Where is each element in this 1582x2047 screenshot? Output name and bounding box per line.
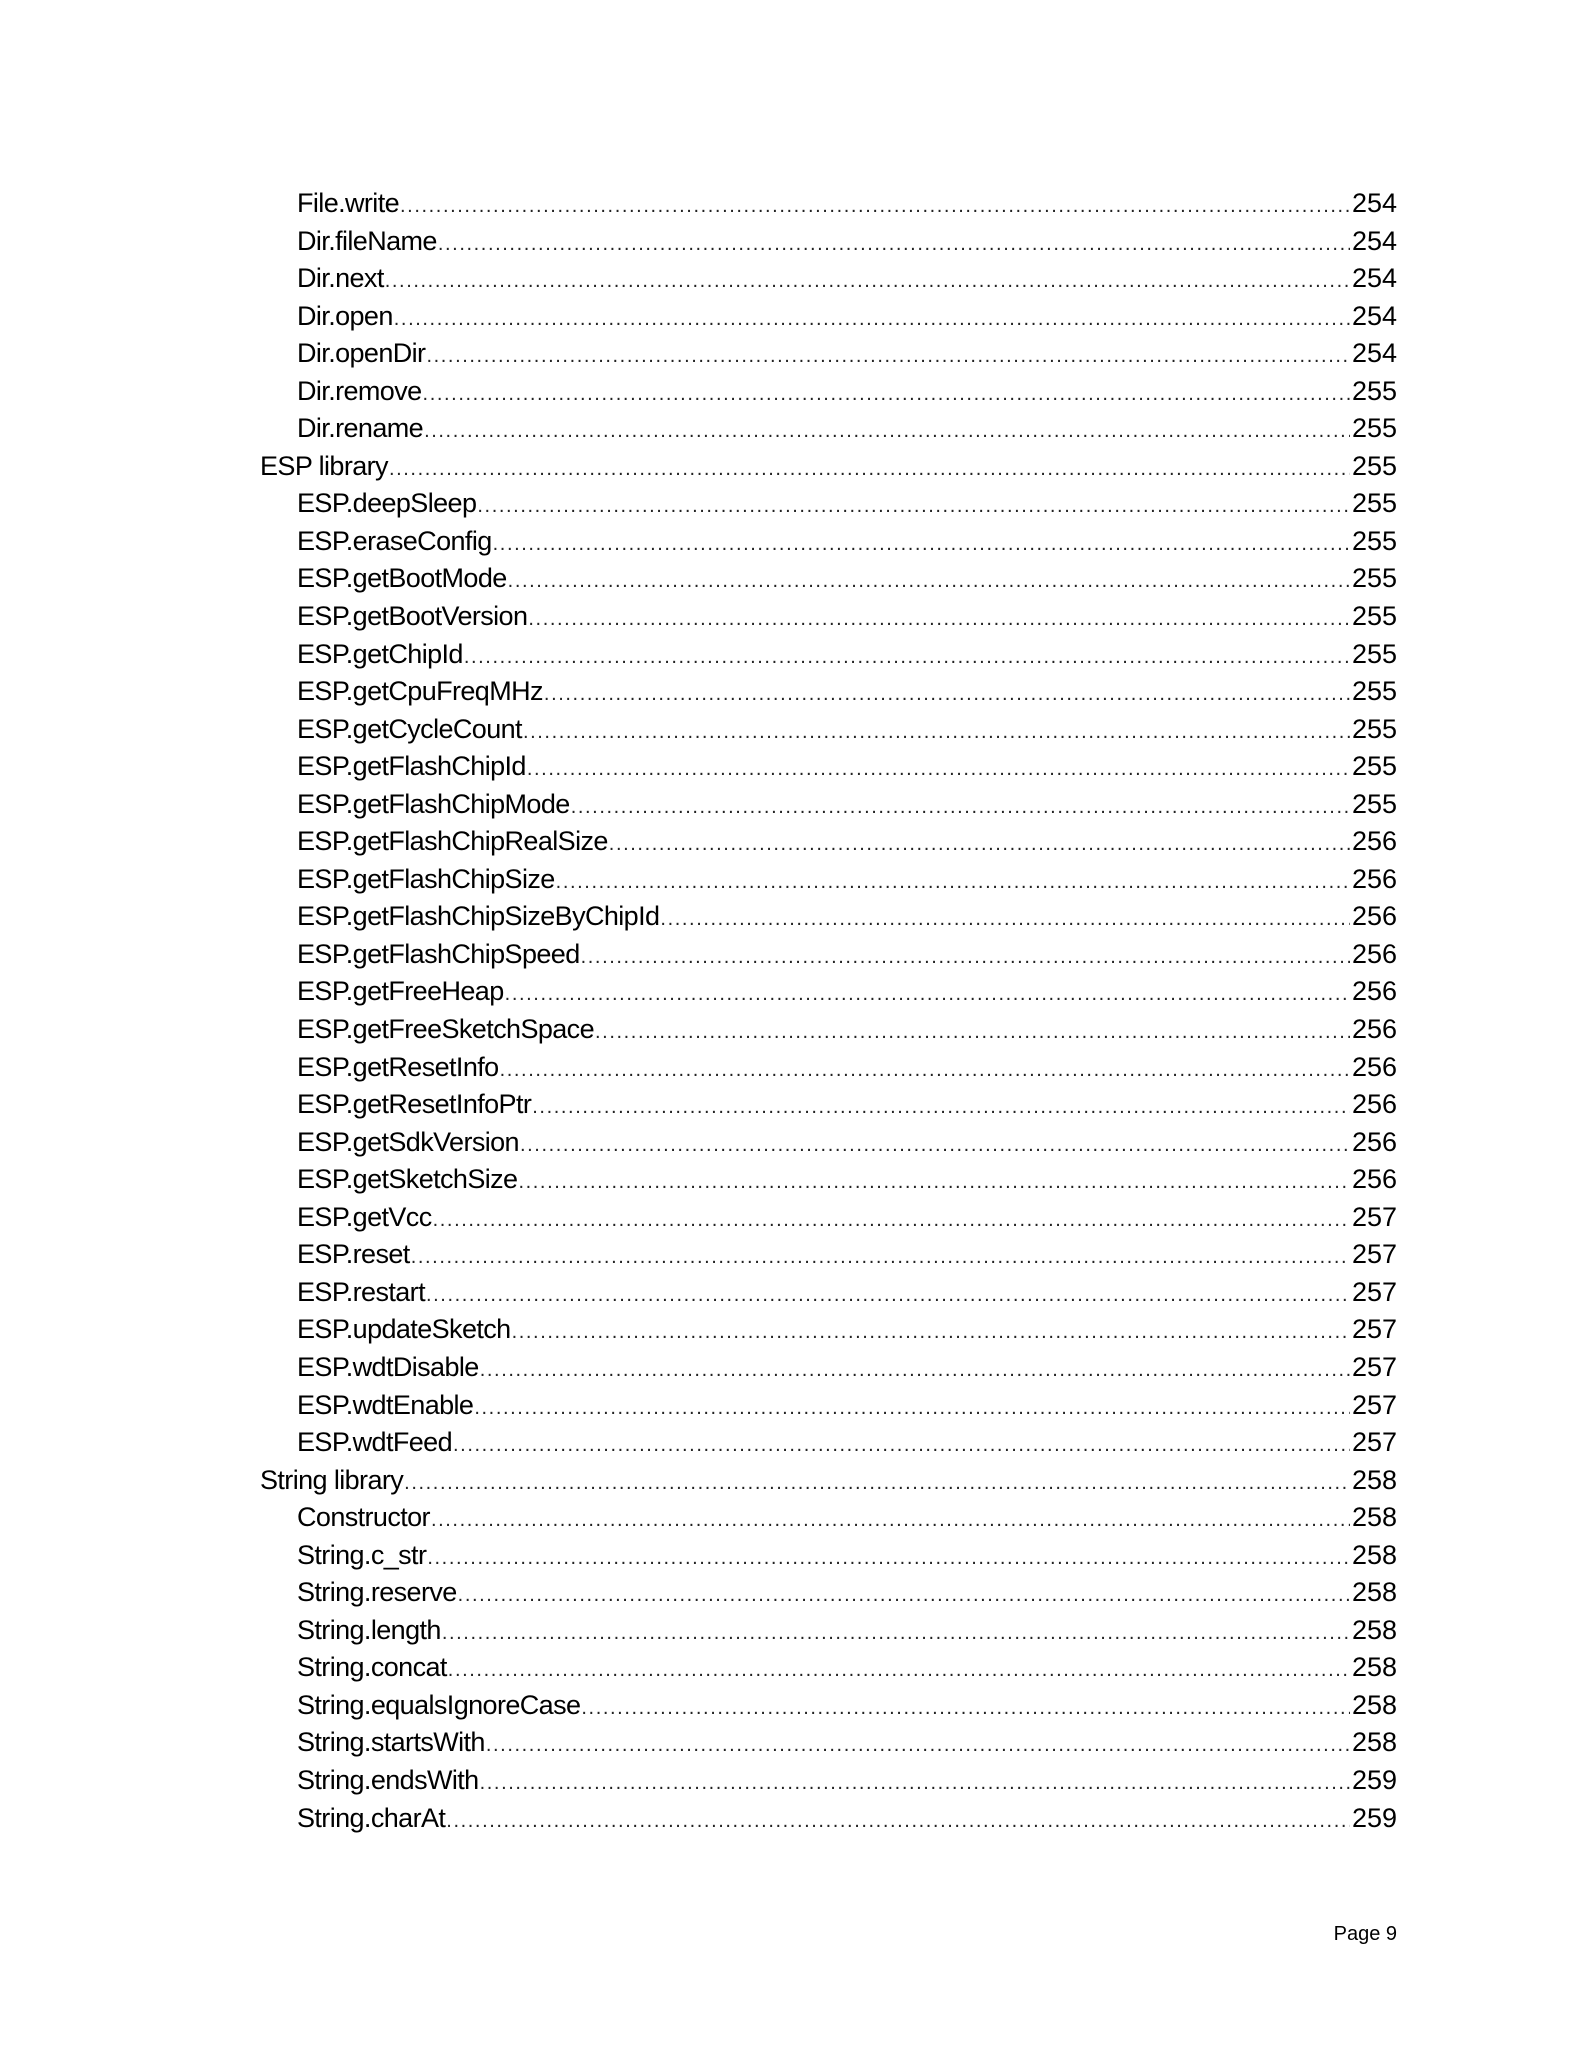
dot-leader [426, 338, 1349, 376]
toc-entry-label: ESP.wdtFeed [297, 1427, 453, 1458]
toc-entry-label: ESP.updateSketch [297, 1314, 511, 1345]
toc-entry[interactable] [260, 861, 1397, 899]
toc-entry[interactable] [260, 1311, 1397, 1349]
toc-page-number: 255 [1351, 638, 1397, 669]
dot-leader [581, 1690, 1350, 1728]
toc-entry-label: ESP.getVcc [297, 1201, 432, 1232]
toc-page-number: 258 [1351, 1539, 1397, 1570]
dot-leader [508, 563, 1350, 601]
dot-leader [477, 488, 1350, 526]
toc-page-number: 255 [1351, 563, 1397, 594]
dot-leader [423, 376, 1350, 414]
dot-leader [512, 1314, 1350, 1352]
dot-leader [480, 1765, 1350, 1803]
toc-page-number: 257 [1351, 1201, 1397, 1232]
dot-leader [493, 526, 1350, 564]
toc-section-entry[interactable] [260, 1462, 1397, 1500]
toc-page-number: 256 [1351, 1014, 1397, 1045]
toc-entry-label: String.equalsIgnoreCase [297, 1689, 581, 1720]
toc-entry-label: String.concat [297, 1652, 447, 1683]
toc-entry[interactable] [260, 1124, 1397, 1162]
toc-page-number: 259 [1351, 1764, 1397, 1795]
toc-entry[interactable] [260, 898, 1397, 936]
toc-page-number: 258 [1351, 1577, 1397, 1608]
dot-leader [424, 413, 1350, 451]
toc-entry[interactable] [260, 598, 1397, 636]
toc-entry-label: Constructor [297, 1502, 430, 1533]
dot-leader [505, 976, 1350, 1014]
toc-entry[interactable] [260, 1800, 1397, 1838]
dot-leader [595, 1014, 1350, 1052]
toc-entry[interactable] [260, 373, 1397, 411]
toc-page-number: 256 [1351, 901, 1397, 932]
toc-page-number: 254 [1351, 300, 1397, 331]
dot-leader [581, 939, 1350, 977]
dot-leader [404, 1465, 1350, 1503]
toc-entry[interactable] [260, 823, 1397, 861]
toc-entry[interactable] [260, 560, 1397, 598]
dot-leader [453, 1427, 1350, 1465]
toc-entry-label: String.endsWith [297, 1764, 479, 1795]
toc-entry-label: ESP.getResetInfo [297, 1051, 499, 1082]
dot-leader [431, 1502, 1350, 1540]
dot-leader [528, 601, 1350, 639]
toc-entry-label: ESP.getChipId [297, 638, 463, 669]
toc-page-number: 256 [1351, 1164, 1397, 1195]
toc-entry-label: String.charAt [297, 1802, 446, 1833]
toc-entry-label: Dir.remove [297, 375, 422, 406]
toc-entry-label: ESP.getFlashChipSpeed [297, 938, 580, 969]
toc-page-number: 255 [1351, 676, 1397, 707]
toc-entry[interactable] [260, 185, 1397, 223]
toc-entry-label: ESP.wdtDisable [297, 1351, 479, 1382]
toc-entry[interactable] [260, 936, 1397, 974]
toc-entry[interactable] [260, 335, 1397, 373]
toc-entry-label: ESP.deepSleep [297, 488, 477, 519]
toc-entry-label: ESP.getFreeSketchSpace [297, 1014, 594, 1045]
toc-entry-label: File.write [297, 188, 400, 218]
toc-entry-label: ESP.getSketchSize [297, 1164, 518, 1195]
dot-leader [438, 226, 1350, 264]
toc-page-number: 255 [1351, 375, 1397, 406]
toc-entry-label: ESP.getFlashChipSize [297, 863, 555, 894]
dot-leader [520, 1127, 1350, 1165]
toc-entry[interactable] [260, 1649, 1397, 1687]
dot-leader [527, 751, 1350, 789]
dot-leader [609, 826, 1350, 864]
toc-page-number: 258 [1351, 1464, 1397, 1495]
toc-entry[interactable] [260, 410, 1397, 448]
toc-entry-label: ESP.getResetInfoPtr [297, 1089, 532, 1120]
toc-page-number: 255 [1351, 450, 1397, 481]
dot-leader [500, 1052, 1350, 1090]
dot-leader [458, 1577, 1350, 1615]
toc-page-number: 254 [1351, 263, 1397, 294]
dot-leader [433, 1202, 1350, 1240]
toc-entry[interactable] [260, 1349, 1397, 1387]
toc-page-number: 257 [1351, 1276, 1397, 1307]
toc-page-number: 258 [1351, 1502, 1397, 1533]
toc-page-number: 255 [1351, 488, 1397, 519]
toc-entry[interactable] [260, 223, 1397, 261]
dot-leader [480, 1352, 1350, 1390]
toc-entry[interactable] [260, 1387, 1397, 1425]
toc-page-number: 257 [1351, 1239, 1397, 1270]
toc-entry[interactable] [260, 1499, 1397, 1537]
toc-entry-label: ESP.getSdkVersion [297, 1126, 519, 1157]
dot-leader [385, 263, 1350, 301]
toc-page-number: 256 [1351, 938, 1397, 969]
toc-page-number: 259 [1351, 1802, 1397, 1833]
toc-entry[interactable] [260, 1424, 1397, 1462]
toc-entry[interactable] [260, 260, 1397, 298]
toc-entry[interactable] [260, 1724, 1397, 1762]
toc-page-number: 254 [1351, 338, 1397, 369]
toc-entry-label: ESP.wdtEnable [297, 1389, 474, 1420]
toc-page-number: 256 [1351, 863, 1397, 894]
toc-page-number: 257 [1351, 1351, 1397, 1382]
dot-leader [394, 301, 1350, 339]
toc-entry-label: Dir.next [297, 263, 384, 294]
toc-entry-label: Dir.open [297, 300, 393, 331]
toc-entry[interactable] [260, 786, 1397, 824]
toc-page-number: 258 [1351, 1614, 1397, 1645]
toc-entry[interactable] [260, 1762, 1397, 1800]
toc-entry-label: ESP.eraseConfig [297, 525, 492, 556]
toc-page-number: 254 [1351, 188, 1397, 218]
toc-entry-label: String.startsWith [297, 1727, 485, 1758]
toc-entry-label: ESP.getBootVersion [297, 601, 528, 632]
toc-entry[interactable] [260, 673, 1397, 711]
toc-entry[interactable] [260, 636, 1397, 674]
toc-page-number: 255 [1351, 751, 1397, 782]
toc-page-number: 258 [1351, 1689, 1397, 1720]
dot-leader [532, 1089, 1350, 1127]
toc-entry-label: String.length [297, 1614, 441, 1645]
dot-leader [556, 864, 1350, 902]
toc-page-number: 255 [1351, 601, 1397, 632]
toc-entry-label: ESP.getFlashChipMode [297, 788, 570, 819]
toc-entry[interactable] [260, 973, 1397, 1011]
toc-page-number: 255 [1351, 713, 1397, 744]
toc-entry[interactable] [260, 298, 1397, 336]
toc-entry[interactable] [260, 1011, 1397, 1049]
toc-entry-label: Dir.openDir [297, 338, 426, 369]
toc-page-number: 255 [1351, 525, 1397, 556]
toc-page-number: 254 [1351, 225, 1397, 256]
toc-page-number: 256 [1351, 1051, 1397, 1082]
dot-leader [518, 1164, 1349, 1202]
table-of-contents [260, 185, 1397, 1837]
toc-entry[interactable] [260, 1537, 1397, 1575]
toc-entry[interactable] [260, 1687, 1397, 1725]
dot-leader [400, 188, 1350, 226]
toc-entry[interactable] [260, 711, 1397, 749]
toc-entry-label: ESP.getBootMode [297, 563, 507, 594]
toc-entry-label: String library [260, 1464, 404, 1495]
page-number-footer: Page 9 [1333, 1923, 1397, 1945]
toc-page-number: 255 [1351, 788, 1397, 819]
toc-page-number: 256 [1351, 826, 1397, 857]
toc-entry[interactable] [260, 1612, 1397, 1650]
toc-page-number: 258 [1351, 1652, 1397, 1683]
toc-entry-label: ESP.restart [297, 1276, 425, 1307]
toc-entry-label: ESP library [260, 450, 388, 481]
toc-page-number: 256 [1351, 1126, 1397, 1157]
toc-entry-label: ESP.getCpuFreqMHz [297, 676, 543, 707]
dot-leader [446, 1803, 1350, 1841]
toc-entry[interactable] [260, 1274, 1397, 1312]
dot-leader [389, 451, 1350, 489]
dot-leader [474, 1390, 1350, 1428]
toc-page-number: 255 [1351, 413, 1397, 444]
toc-entry[interactable] [260, 1161, 1397, 1199]
toc-entry-label: ESP.getFlashChipId [297, 751, 526, 782]
dot-leader [464, 639, 1350, 677]
toc-entry[interactable] [260, 1086, 1397, 1124]
toc-entry-label: Dir.fileName [297, 225, 437, 256]
toc-page-number: 258 [1351, 1727, 1397, 1758]
dot-leader [427, 1540, 1350, 1578]
toc-entry[interactable] [260, 1049, 1397, 1087]
dot-leader [442, 1615, 1350, 1653]
dot-leader [448, 1652, 1350, 1690]
dot-leader [486, 1727, 1350, 1765]
toc-entry-label: ESP.getFreeHeap [297, 976, 504, 1007]
dot-leader [411, 1239, 1350, 1277]
toc-entry-label: String.reserve [297, 1577, 457, 1608]
toc-page-number: 257 [1351, 1314, 1397, 1345]
toc-entry[interactable] [260, 1236, 1397, 1274]
dot-leader [571, 789, 1350, 827]
toc-entry[interactable] [260, 523, 1397, 561]
toc-page-number: 256 [1351, 976, 1397, 1007]
toc-page-number: 257 [1351, 1427, 1397, 1458]
toc-entry-label: ESP.getCycleCount [297, 713, 522, 744]
dot-leader [523, 714, 1350, 752]
dot-leader [660, 901, 1350, 939]
toc-entry-label: Dir.rename [297, 413, 424, 444]
toc-entry[interactable] [260, 1574, 1397, 1612]
toc-entry[interactable] [260, 748, 1397, 786]
toc-entry-label: String.c_str [297, 1539, 427, 1570]
toc-entry-label: ESP.getFlashChipRealSize [297, 826, 608, 857]
toc-entry[interactable] [260, 485, 1397, 523]
toc-entry[interactable] [260, 1199, 1397, 1237]
toc-entry-label: ESP.getFlashChipSizeByChipId [297, 901, 660, 932]
dot-leader [426, 1277, 1350, 1315]
toc-section-entry[interactable] [260, 448, 1397, 486]
toc-entry-label: ESP.reset [297, 1239, 410, 1270]
dot-leader [544, 676, 1350, 714]
toc-page-number: 257 [1351, 1389, 1397, 1420]
toc-page-number: 256 [1351, 1089, 1397, 1120]
